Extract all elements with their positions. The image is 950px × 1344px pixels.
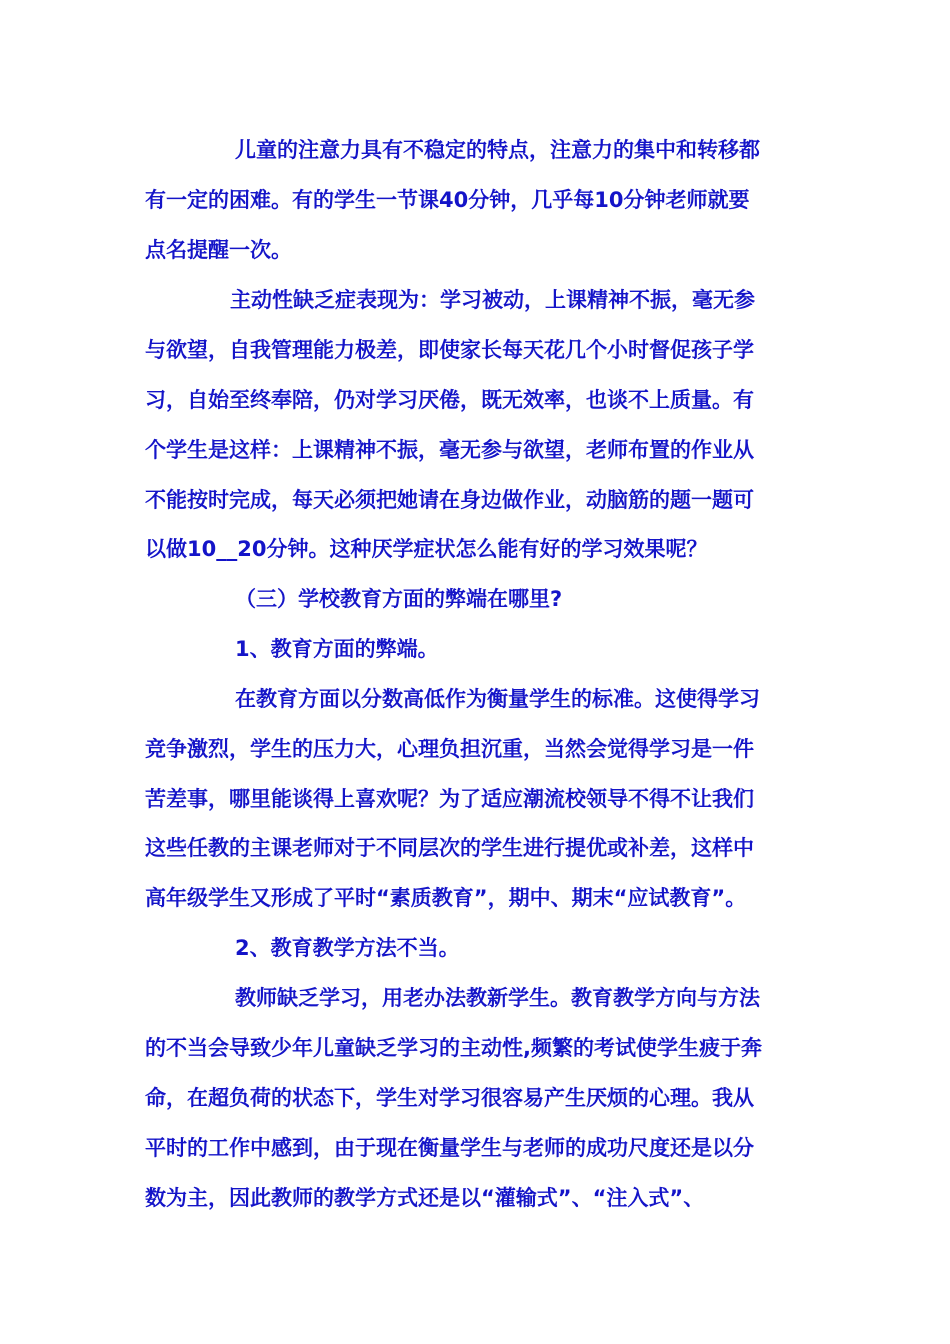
subheading: 1、教育方面的弊端。 [235,637,439,661]
text-line: 数为主，因此教师的教学方式还是以“灌输式”、“注入式”、 [145,1186,705,1210]
subheading: 2、教育教学方法不当。 [235,936,460,960]
text-line: 平时的工作中感到，由于现在衡量学生与老师的成功尺度还是以分 [145,1136,754,1160]
text-line: 有一定的困难。有的学生一节课40分钟，几乎每10分钟老师就要 [145,188,750,212]
text-line: 竞争激烈，学生的压力大，心理负担沉重，当然会觉得学习是一件 [145,737,754,761]
text-line: 主动性缺乏症表现为：学习被动，上课精神不振，毫无参 [230,288,755,312]
text-line: 与欲望，自我管理能力极差，即使家长每天花几个小时督促孩子学 [145,338,754,362]
text-line: 高年级学生又形成了平时“素质教育”，期中、期末“应试教育”。 [145,886,747,910]
text-line: 在教育方面以分数高低作为衡量学生的标准。这使得学习 [235,687,760,711]
text-line: 儿童的注意力具有不稳定的特点，注意力的集中和转移都 [235,138,760,162]
text-line: 不能按时完成，每天必须把她请在身边做作业，动脑筋的题一题可 [145,488,754,512]
section-heading: （三）学校教育方面的弊端在哪里? [235,587,563,611]
text-line: 这些任教的主课老师对于不同层次的学生进行提优或补差，这样中 [145,836,754,860]
text-line: 命，在超负荷的状态下，学生对学习很容易产生厌烦的心理。我从 [145,1086,754,1110]
text-line: 点名提醒一次。 [145,238,292,262]
text-line: 苦差事，哪里能谈得上喜欢呢？为了适应潮流校领导不得不让我们 [145,787,754,811]
text-line: 习，自始至终奉陪，仍对学习厌倦，既无效率，也谈不上质量。有 [145,388,754,412]
text-line: 的不当会导致少年儿童缺乏学习的主动性,频繁的考试使学生疲于奔 [145,1036,762,1060]
text-line: 以做10__20分钟。这种厌学症状怎么能有好的学习效果呢？ [145,537,708,561]
text-line: 教师缺乏学习，用老办法教新学生。教育教学方向与方法 [235,986,760,1010]
text-line: 个学生是这样：上课精神不振，毫无参与欲望，老师布置的作业从 [145,438,754,462]
